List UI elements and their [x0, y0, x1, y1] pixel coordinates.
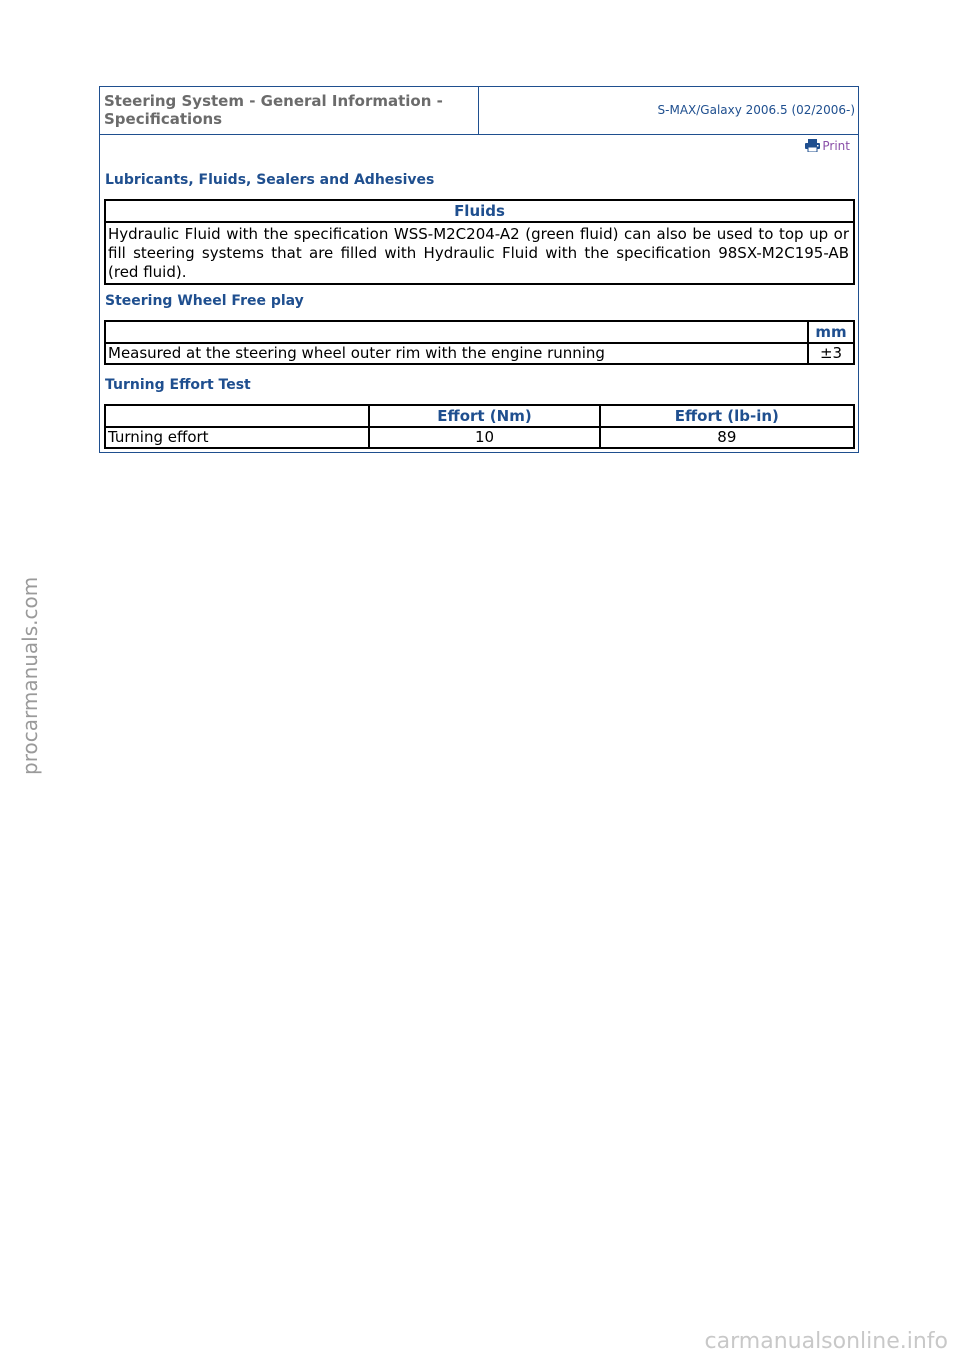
effort-nm-header: Effort (Nm)	[369, 405, 599, 427]
turning-effort-table	[104, 404, 855, 449]
freeplay-row-label: Measured at the steering wheel outer rim with the engine running	[105, 343, 808, 364]
turning-section-title: Turning Effort Test	[105, 377, 251, 393]
freeplay-section-title: Steering Wheel Free play	[105, 293, 304, 309]
freeplay-row-value: ±3	[808, 343, 854, 364]
print-button[interactable]	[805, 139, 850, 153]
fluids-text: Hydraulic Fluid with the specification WSS-M2C204-A2 (green fluid) can also be used to top up or fill steering systems that are filled with Hydraulic Fluid with the specification 98SX-M2C195-AB (red fluid).	[105, 222, 854, 284]
printer-icon	[805, 139, 820, 152]
left-watermark: procarmanuals.com	[18, 576, 42, 775]
turning-row-label: Turning effort	[105, 427, 369, 448]
page-title: Steering System - General Information - Specifications	[100, 87, 479, 134]
page-header	[100, 87, 858, 135]
effort-lbin-header: Effort (lb-in)	[600, 405, 854, 427]
vehicle-model-label: S-MAX/Galaxy 2006.5 (02/2006-)	[657, 103, 855, 117]
turning-blank-header	[105, 405, 369, 427]
lubricants-section-title: Lubricants, Fluids, Sealers and Adhesives	[105, 172, 435, 188]
fluids-table	[104, 199, 855, 285]
print-label: Print	[822, 139, 850, 153]
bottom-watermark: carmanualsonline.info	[704, 1329, 948, 1354]
print-row	[100, 135, 858, 161]
turning-row-nm: 10	[369, 427, 599, 448]
spec-page-frame	[99, 86, 859, 453]
freeplay-mm-header: mm	[808, 321, 854, 343]
fluids-header: Fluids	[105, 200, 854, 222]
turning-row-lbin: 89	[600, 427, 854, 448]
freeplay-blank-header	[105, 321, 808, 343]
freeplay-table	[104, 320, 855, 365]
